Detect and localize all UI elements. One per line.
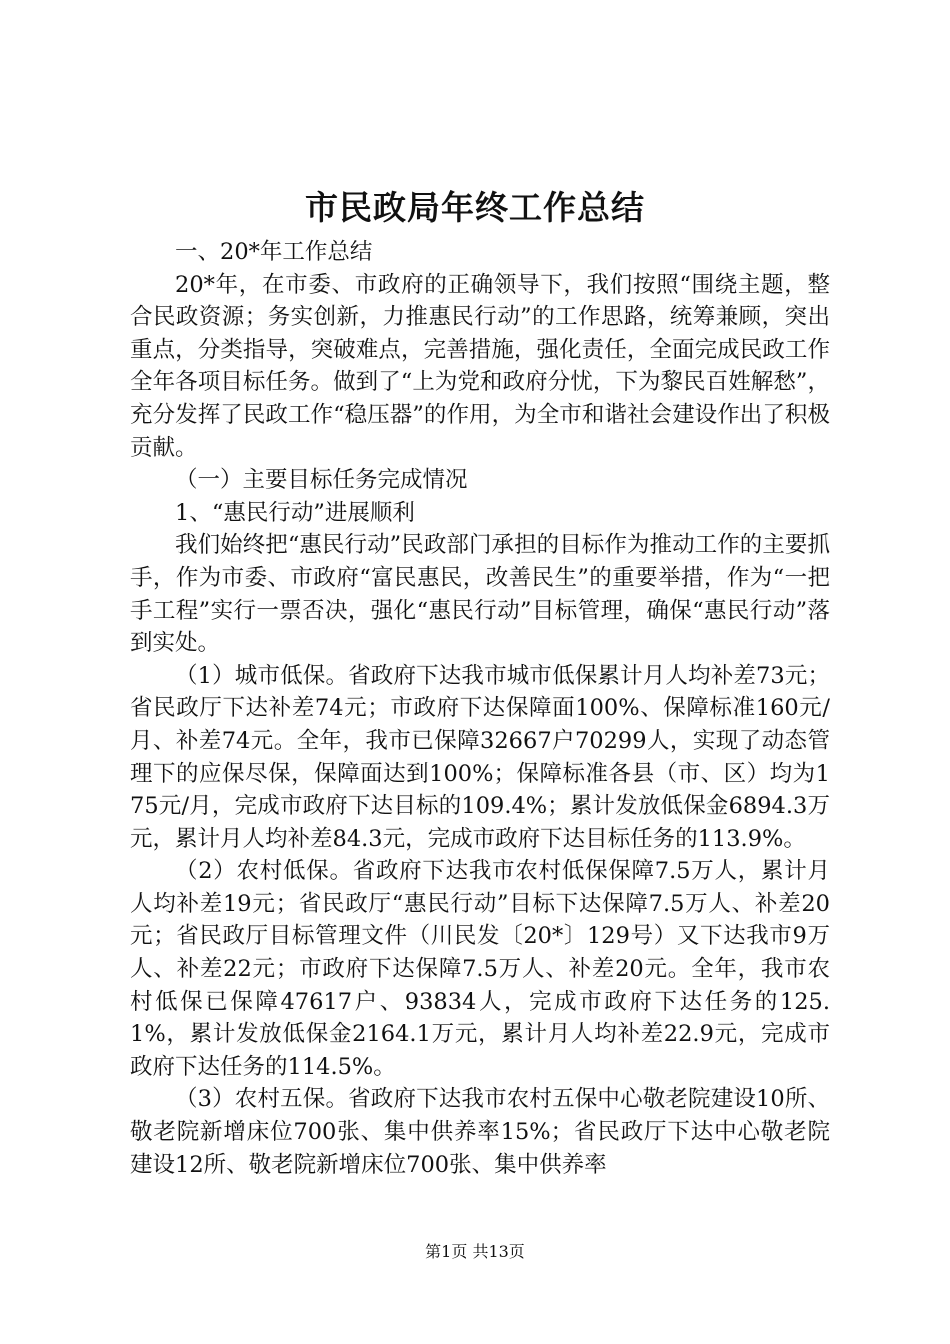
document-body [130,236,830,1181]
paragraph: 我们始终把“惠民行动”民政部门承担的目标作为推动工作的主要抓手，作为市委、市政府“富民惠民，改善民生”的重要举措，作为“一把手工程”实行一票否决，强化“惠民行动”目标管理，确保“惠民行动”落到实处。 [130,532,830,657]
paragraph: （2）农村低保。省政府下达我市农村低保保障7.5万人，累计月人均补差19元；省民政厅“惠民行动”目标下达保障7.5万人、补差20元；省民政厅目标管理文件（川民发〔20*〕129号）又下达我市9万人、补差22元；市政府下达保障7.5万人、补差20元。全年，我市农村低保已保障47617户、93834人，完成市政府下达任务的125.1%，累计发放低保金2164.1万元，累计月人均补差22.9元，完成市政府下达任务的114.5%。 [130,858,830,1080]
paragraph: 20*年，在市委、市政府的正确领导下，我们按照“围绕主题，整合民政资源；务实创新，力推惠民行动”的工作思路，统筹兼顾，突出重点，分类指导，突破难点，完善措施，强化责任，全面完成民政工作全年各项目标任务。做到了“上为党和政府分忧，下为黎民百姓解愁”，充分发挥了民政工作“稳压器”的作用，为全市和谐社会建设作出了积极贡献。 [130,271,830,461]
page-title: 市民政局年终工作总结 [305,188,645,227]
subsection-heading: （一）主要目标任务完成情况 [175,467,468,494]
paragraph: （1）城市低保。省政府下达我市城市低保累计月人均补差73元；省民政厅下达补差74元；市政府下达保障面100%、保障标准160元/月、补差74元。全年，我市已保障32667户70299人，实现了动态管理下的应保尽保，保障面达到100%；保障标准各县（市、区）均为175元/月，完成市政府下达目标的109.4%；累计发放低保金6894.3万元，累计月人均补差84.3元，完成市政府下达目标任务的113.9%。 [130,662,830,852]
page-footer: 第1页 共13页 [425,1242,525,1261]
paragraph: （3）农村五保。省政府下达我市农村五保中心敬老院建设10所、敬老院新增床位700张、集中供养率15%；省民政厅下达中心敬老院建设12所、敬老院新增床位700张、集中供养率 [130,1086,830,1178]
section-heading: 一、20*年工作总结 [175,239,373,265]
subsection-heading: 1、“惠民行动”进展顺利 [175,499,415,526]
